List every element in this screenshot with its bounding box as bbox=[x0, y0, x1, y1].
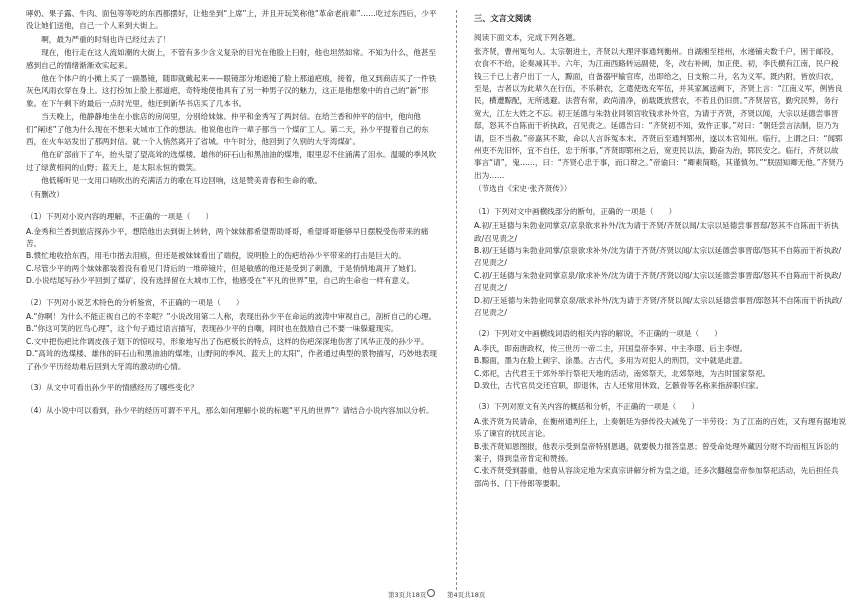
question-stem: （4）从小说中可以看到，孙少平的经历可谓不平凡，那么如何理解小说的标题“平凡的世界”？请结合小说内容加以分析。 bbox=[26, 406, 434, 416]
question-stem: （3）从文中可看出孙少平的情感经历了哪些变化？ bbox=[26, 382, 198, 392]
answer-option: B.张齐贤知恩图报，他表示受到皇帝特别恩遇，就要极力报答皇恩；曾受命处理外藏因分财不均而相互诉讼的案子，得到皇帝肯定和赞扬。 bbox=[474, 441, 839, 463]
answer-option: B.黥面，墨为在脸上刺字、涂墨。古古代，多用为对犯人的刑罚，文中就是此意。 bbox=[474, 356, 748, 366]
answer-option: D.“高耸的选煤楼、雄伟的矸石山和黑油油的煤堆，山野间的季风、蓝天上的太阳”，作者通过典型的景物描写，巧妙地表现了孙少平历经劫难后回到大牙湾的激动的心情。 bbox=[26, 349, 437, 371]
answer-option: C.初/王延德与朱勃业同掌京泉/欲求补外/沈为请于齐贤/齐贤以闻/太宗以延德尝事晋邸/怒其不自陈而干祈执政/召见责之/ bbox=[474, 270, 842, 293]
answer-option: A.李氏，即南唐政权，传三世历一帝二主，开国皇帝李昇、中主李璟、后主李煜。 bbox=[474, 343, 748, 353]
answer-option: C.张齐贤受到器重，他曾从容淡定地为宋真宗讲解分析为皇之道，还多次翻越皇帝参加祭祀活动，先后担任兵部尚书、门下侍郎等要职。 bbox=[474, 466, 839, 488]
answer-option: B.惯忙地收拾东西，用毛巾揩去泪痕，但还是被妹妹看出了端倪，说明脸上的伤疤给孙少平带来的打击是巨大的。 bbox=[26, 251, 406, 261]
circle-icon bbox=[427, 589, 435, 597]
paragraph: 哮奶、果子露、牛肉、面包等等吃的东西都摆好，让他坐到“上席”上，并且开玩笑称他“革命老前辈”……吃过东西后，少平没让她们送他，自己一个人来到大街上。 bbox=[26, 9, 437, 31]
source-note: （有删改） bbox=[26, 189, 64, 199]
section-title: 三、文言文阅读 bbox=[474, 13, 532, 23]
answer-option: D.致仕，古代官员交还官职，即退休，古人还常用休致、乞骸骨等名称来指辞职归家。 bbox=[474, 380, 764, 390]
right-page bbox=[474, 8, 846, 490]
paragraph: 他低稀听见一支用口哨吹出的充满活力的歌在耳边回响，这是赞美青春和生命的歌。 bbox=[41, 176, 323, 186]
paragraph: 啊，最为严重的时刻也许已经过去了！ bbox=[41, 34, 171, 44]
answer-option: C.郊祀，古代君王于郊外举行祭祀天地的活动，南郊祭天，北郊祭地，为古时国家祭祀。 bbox=[474, 368, 771, 378]
page-divider bbox=[456, 10, 457, 590]
answer-option: A.初/王延德与朱勃业同掌京/京泉欲求补外/沈为请于齐贤/齐贤以闻/太宗以延德尝事晋邸/怒其不自陈而干祈执政/召见责之/ bbox=[474, 221, 839, 243]
question-stem: （2）下列对小说艺术特色的分析鉴赏，不正确的一项是（ ） bbox=[26, 297, 244, 307]
paragraph: 当天晚上，他静静地坐在小旅店的房间里，分别给妹妹、仲平和金秀写了两封信。在给兰香和仲平的信中，他向他们“阐述”了他为什么现在不想来大城市工作的想法。他说他也许一辈子都当一个煤矿工人。第二天，孙少平提着自己的东西，在火车站发出了那两封信。就一个人悄然离开了省城。中午时分，他回到了久别的大牙湾煤矿。 bbox=[26, 112, 429, 147]
answer-option: A.张齐贤为民请命，在衡州通判任上，上奏朝廷为驿传役夫减免了一半劳役；为了江南的百姓，又有理有据地说乐了谏官的扰民言论。 bbox=[474, 416, 846, 439]
answer-option: C.文中把伤疤比作调皮孩子划下的惊叹号，形象地写出了伤疤极长的特点，这样的伤疤深深地伤害了风华正茂的孙少平。 bbox=[26, 336, 429, 346]
paragraph: 他在矿部前下了车，抬头望了望高耸的选煤楼、雄伟的矸石山和黑油油的煤堆，眼里忍不住涌满了泪水。温暖的季风吹过了绿黄相间的山野；蓝天上，是太阳永恒的微笑。 bbox=[26, 150, 437, 172]
question-stem: （1）下列对文中画横线部分的断句，正确的一项是（ ） bbox=[474, 206, 677, 216]
left-page bbox=[26, 8, 438, 420]
answer-option: B.“你这可笑的匠鸟心理”，这个句子通过语言描写，表现孙少平的自嘲，同时也在鼓励自己不要一味躲避现实。 bbox=[26, 324, 399, 334]
answer-option: A.金秀和兰香到旅店探孙少平，想陪他出去到街上转转，两个妹妹都希望帮助哥哥，希望哥哥能够早日摆脱受伤带来的痛苦。 bbox=[26, 226, 429, 248]
answer-option: C.尽管少平的两个妹妹都装着没有看见门背后的一堆碎镜片，但是敏感的他还是受到了刺激，于是悄悄地离开了她们。 bbox=[26, 263, 421, 273]
question-stem: （2）下列对文中画横线词语的相关内容的解说，不正确的一项是（ ） bbox=[474, 329, 722, 339]
instruction: 阅读下面文本，完成下列各题。 bbox=[474, 33, 581, 43]
paragraph: 现在，他行走在这人流如潮的大街上，不管有多少含义复杂的目光在他脸上扫射，他也坦然如常。不知为什么，他甚至感到自己的情绪渐渐欢实起来。 bbox=[26, 48, 437, 70]
answer-option: A.“你啊！为什么不能正视自己的不幸呢？”小说改用第二人称，表现出孙少平在命运的波涛中审视自己，剖析自己的心理。 bbox=[26, 311, 437, 321]
page-number-right: 第4页共18页 bbox=[447, 591, 486, 599]
answer-option: B.初/王延德与朱勃业同掌/京泉欲求补外/沈为请于齐贤/齐贤以闻/太宗以延德尝事晋邸/怒其不自陈而干祈执政/召见责之/ bbox=[474, 245, 842, 268]
question-stem: （3）下列对原文有关内容的概括和分析，不正确的一项是（ ） bbox=[474, 402, 700, 412]
paragraph: 他在个体户的小摊上买了一副墨镜，随即就戴起来——眼镜部分地遮掩了脸上那道疤痕，接着，他又到商店买了一件铁灰色风雨衣穿在身上。这打扮加上脸上那道疤，奇特地使他具有了另一种男子汉的魅力，这正是他想象中的自己的“新”形象。在下午剩下的最后一点时光里，他还到新华书店买了几本书。 bbox=[26, 74, 437, 108]
source-note: （节选自《宋史·张齐贤传》） bbox=[474, 184, 572, 194]
answer-option: D.初/王延德与朱勃业同掌京泉/欲求补外/沈为请于齐贤/齐贤以闻/太宗以延德尝事晋/邸怒其不自陈而干祈执政/召见责之/ bbox=[474, 295, 842, 317]
question-stem: （1）下列对小说内容的理解，不正确的一项是（ ） bbox=[26, 212, 214, 222]
classical-passage: 张齐贤，曹州冤句人。太宗朝进士，齐贤以大理评事通判衡州。自湖湘至桂州，水递铺夫数千户，困于邮役，衣食不不给，论奏减其半。六年，为江南西路转运副使，冬，改右补阙，加正使。初，李氏横有江南，民户税钱三千已上者户出丁一人，黥面，自备器甲输官库，出即给之，日支粮二升，名为义军。既内附，皆放归农，至是，吉者以为此辈久在行伍，不乐耕农，乞遣使选充军伍，并其家属送阙下，齐贤上言：“江南义军，例皆良民，横遭黥配，无所逃避。法营有常，政尚清净，前载既放营农，不若且仍旧贯。”齐贤居官，勤究民弊，务行宽大，江左大姓之不忘。初王延德与朱勃业同领宫收钱求补外官，为请于齐贤，齐贤以闻，大宗以延德尝事晋邸，怒其不自陈而干祈执政，召见责之。延德告曰：“齐贤初不知，致忤正事。”对曰：“朝廷尝言法制，臣乃为请，臣不当赦。”帝嘉其不欺，命以人言诉冤本末。齐贤后至通判郓州，遂以本官知州。临行，上谓之曰：“闻郓州吏不先旧怀，宜不自任，忠于所事。”齐贤即郓州之后，宽吏民以法，勤奋为治，郓民安之。临行，齐贤以故事言“请”，鬼……，曰：“齐贤心忠于事，而口辩之。”帝谕曰：“卿素简略，其谨慎勿。”“朕固知卿无他。”齐贤乃出为…… bbox=[474, 46, 844, 180]
page-number-left: 第3页共18页 bbox=[388, 591, 427, 599]
answer-option: D.小说结尾写孙少平回到了煤矿，没有选择留在大城市工作，他感受在“平凡的世界”里，自己的生命也一样有意义。 bbox=[26, 276, 415, 286]
